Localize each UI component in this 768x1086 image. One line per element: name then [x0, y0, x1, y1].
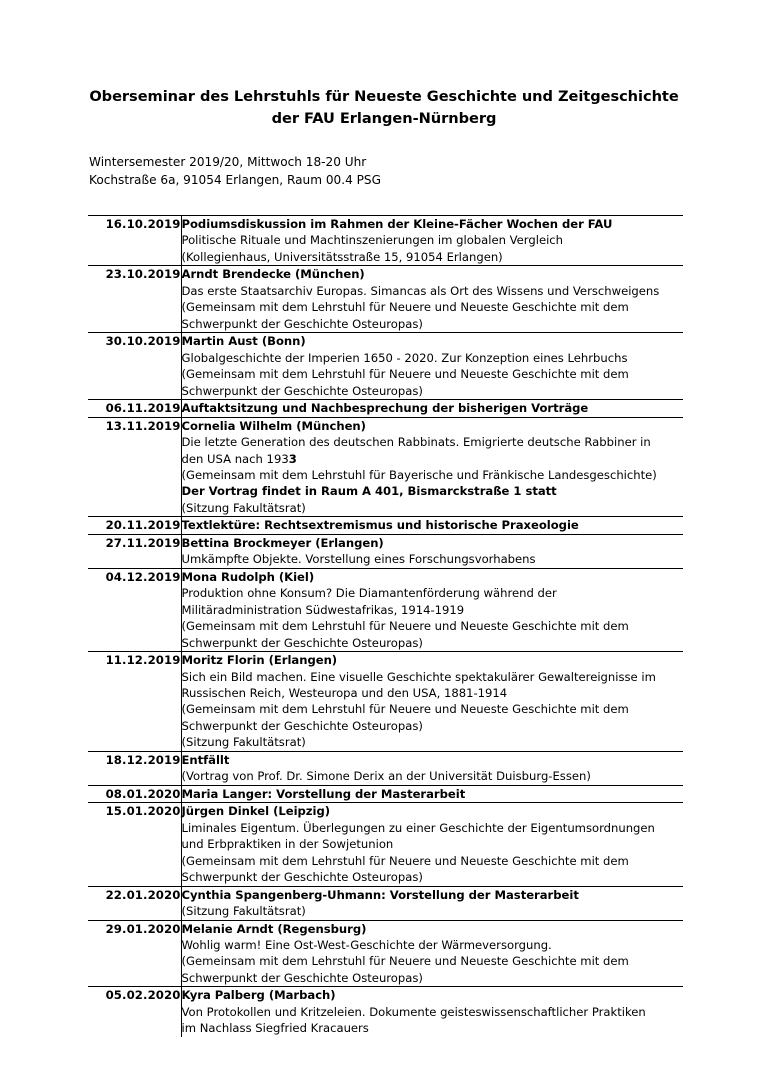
schedule-entry-detail: (Vortrag von Prof. Dr. Simone Derix an der Universität Duisburg-Essen) — [181, 769, 591, 784]
schedule-entry-detail: Politische Rituale und Machtinszenierungen im globalen Vergleich — [181, 233, 564, 248]
schedule-entry-cell — [181, 333, 683, 400]
schedule-entry-detail: Umkämpfte Objekte. Vorstellung eines Forschungsvorhabens — [181, 552, 536, 567]
table-row — [88, 517, 683, 535]
table-row — [88, 333, 683, 400]
schedule-table — [88, 215, 683, 1037]
schedule-entry-detail: (Gemeinsam mit dem Lehrstuhl für Neuere und Neueste Geschichte mit dem — [181, 619, 629, 634]
schedule-entry-cell — [181, 534, 683, 568]
schedule-entry-heading: Jürgen Dinkel (Leipzig) — [181, 804, 331, 819]
schedule-date-cell: 04.12.2019 — [88, 568, 181, 651]
schedule-entry-heading: Cynthia Spangenberg-Uhmann: Vorstellung der Masterarbeit — [181, 887, 579, 902]
schedule-entry-heading: Melanie Arndt (Regensburg) — [181, 921, 367, 936]
schedule-entry-detail: (Gemeinsam mit dem Lehrstuhl für Neuere und Neueste Geschichte mit dem — [181, 702, 629, 717]
table-row — [88, 568, 683, 651]
table-row — [88, 803, 683, 886]
schedule-entry-cell — [181, 417, 683, 517]
table-row — [88, 886, 683, 920]
schedule-entry-detail: den USA nach 1933 — [181, 451, 297, 466]
schedule-entry-detail: (Gemeinsam mit dem Lehrstuhl für Bayerische und Fränkische Landesgeschichte) — [181, 467, 657, 482]
schedule-entry-detail: Das erste Staatsarchiv Europas. Simancas als Ort des Wissens und Verschweigens — [181, 283, 660, 298]
schedule-date-cell: 27.11.2019 — [88, 534, 181, 568]
schedule-entry-cell — [181, 803, 683, 886]
page-title — [88, 86, 680, 129]
schedule-entry-cell — [181, 886, 683, 920]
schedule-date-cell: 11.12.2019 — [88, 652, 181, 752]
table-row — [88, 534, 683, 568]
schedule-entry-detail: Russischen Reich, Westeuropa und den USA, 1881-1914 — [181, 686, 508, 700]
schedule-entry-heading: Maria Langer: Vorstellung der Masterarbeit — [181, 786, 466, 801]
table-row — [88, 399, 683, 417]
page-title-line-2: der FAU Erlangen-Nürnberg — [271, 109, 497, 127]
schedule-entry-heading: Textlektüre: Rechtsextremismus und historische Praxeologie — [181, 518, 579, 533]
schedule-entry-detail: (Gemeinsam mit dem Lehrstuhl für Neuere und Neueste Geschichte mit dem — [181, 853, 629, 868]
schedule-entry-detail: Die letzte Generation des deutschen Rabbinats. Emigrierte deutsche Rabbiner in — [181, 435, 651, 450]
schedule-entry-detail: Produktion ohne Konsum? Die Diamantenförderung während der — [181, 586, 557, 601]
schedule-date-cell: 06.11.2019 — [88, 399, 181, 417]
schedule-date-cell: 08.01.2020 — [88, 785, 181, 803]
schedule-entry-heading: Arndt Brendecke (München) — [181, 267, 365, 282]
schedule-entry-cell — [181, 266, 683, 333]
schedule-entry-heading: Kyra Palberg (Marbach) — [181, 988, 336, 1003]
schedule-entry-heading: Der Vortrag findet in Raum A 401, Bismarckstraße 1 statt — [181, 484, 557, 499]
page-title-line-1: Oberseminar des Lehrstuhls für Neueste Geschichte und Zeitgeschichte — [89, 88, 679, 105]
schedule-date-cell: 20.11.2019 — [88, 517, 181, 535]
schedule-entry-detail: Schwerpunkt der Geschichte Osteuropas) — [181, 870, 423, 885]
schedule-entry-cell — [181, 399, 683, 417]
schedule-entry-detail: Militäradministration Südwestafrikas, 1914-1919 — [181, 602, 465, 617]
schedule-date-cell: 16.10.2019 — [88, 216, 181, 266]
schedule-entry-detail: Von Protokollen und Kritzeleien. Dokumente geisteswissenschaftlicher Praktiken — [181, 1004, 646, 1019]
schedule-entry-detail: und Erbpraktiken in der Sowjetunion — [181, 837, 394, 852]
schedule-entry-heading: Podiumsdiskussion im Rahmen der Kleine-Fächer Wochen der FAU — [181, 217, 613, 231]
schedule-entry-heading: Cornelia Wilhelm (München) — [181, 418, 366, 433]
schedule-entry-cell — [181, 751, 683, 785]
schedule-entry-detail: (Sitzung Fakultätsrat) — [181, 500, 306, 515]
schedule-entry-cell — [181, 216, 683, 266]
schedule-entry-heading: Bettina Brockmeyer (Erlangen) — [181, 535, 384, 550]
schedule-entry-heading: Auftaktsitzung und Nachbesprechung der bisherigen Vorträge — [181, 400, 589, 415]
schedule-entry-detail: Schwerpunkt der Geschichte Osteuropas) — [181, 383, 423, 398]
table-row — [88, 417, 683, 517]
schedule-entry-detail: Schwerpunkt der Geschichte Osteuropas) — [181, 316, 423, 331]
schedule-body — [88, 216, 683, 1037]
schedule-entry-cell — [181, 568, 683, 651]
schedule-entry-heading: Martin Aust (Bonn) — [181, 334, 306, 349]
schedule-entry-cell — [181, 987, 683, 1037]
schedule-entry-detail: (Gemeinsam mit dem Lehrstuhl für Neuere und Neueste Geschichte mit dem — [181, 954, 629, 969]
schedule-entry-cell — [181, 785, 683, 803]
schedule-date-cell: 18.12.2019 — [88, 751, 181, 785]
seminar-meta — [89, 153, 381, 190]
table-row — [88, 216, 683, 266]
schedule-entry-cell — [181, 517, 683, 535]
seminar-location-line: Kochstraße 6a, 91054 Erlangen, Raum 00.4 PSG — [89, 173, 381, 188]
table-row — [88, 987, 683, 1037]
schedule-entry-detail: (Kollegienhaus, Universitätsstraße 15, 91054 Erlangen) — [181, 249, 503, 264]
schedule-entry-detail: (Gemeinsam mit dem Lehrstuhl für Neuere und Neueste Geschichte mit dem — [181, 367, 629, 382]
schedule-entry-cell — [181, 652, 683, 752]
schedule-entry-detail: (Sitzung Fakultätsrat) — [181, 735, 306, 750]
seminar-term-line: Wintersemester 2019/20, Mittwoch 18-20 Uhr — [89, 155, 367, 169]
schedule-entry-detail: Wohlig warm! Eine Ost-West-Geschichte der Wärmeversorgung. — [181, 937, 552, 952]
schedule-entry-detail: (Sitzung Fakultätsrat) — [181, 904, 306, 919]
schedule-date-cell: 13.11.2019 — [88, 417, 181, 517]
schedule-entry-heading: Entfällt — [181, 752, 230, 767]
table-row — [88, 266, 683, 333]
schedule-date-cell: 29.01.2020 — [88, 920, 181, 987]
schedule-entry-heading: Mona Rudolph (Kiel) — [181, 569, 315, 584]
schedule-entry-detail-emphasis: 3 — [288, 451, 297, 466]
table-row — [88, 785, 683, 803]
schedule-entry-detail: Globalgeschichte der Imperien 1650 - 2020. Zur Konzeption eines Lehrbuchs — [181, 350, 628, 365]
schedule-entry-detail: (Gemeinsam mit dem Lehrstuhl für Neuere und Neueste Geschichte mit dem — [181, 300, 629, 315]
table-row — [88, 920, 683, 987]
schedule-entry-detail: Liminales Eigentum. Überlegungen zu einer Geschichte der Eigentumsordnungen — [181, 820, 655, 835]
schedule-date-cell: 30.10.2019 — [88, 333, 181, 400]
schedule-date-cell: 05.02.2020 — [88, 987, 181, 1037]
schedule-entry-detail: im Nachlass Siegfried Kracauers — [181, 1021, 369, 1036]
schedule-date-cell: 23.10.2019 — [88, 266, 181, 333]
schedule-entry-detail: Schwerpunkt der Geschichte Osteuropas) — [181, 635, 423, 650]
schedule-entry-detail: Schwerpunkt der Geschichte Osteuropas) — [181, 718, 423, 733]
schedule-entry-cell — [181, 920, 683, 987]
schedule-date-cell: 15.01.2020 — [88, 803, 181, 886]
schedule-entry-heading: Moritz Florin (Erlangen) — [181, 653, 338, 668]
schedule-entry-detail: Schwerpunkt der Geschichte Osteuropas) — [181, 970, 423, 985]
schedule-date-cell: 22.01.2020 — [88, 886, 181, 920]
schedule-entry-detail: Sich ein Bild machen. Eine visuelle Geschichte spektakulärer Gewaltereignisse im — [181, 669, 656, 684]
table-row — [88, 652, 683, 752]
table-row — [88, 751, 683, 785]
